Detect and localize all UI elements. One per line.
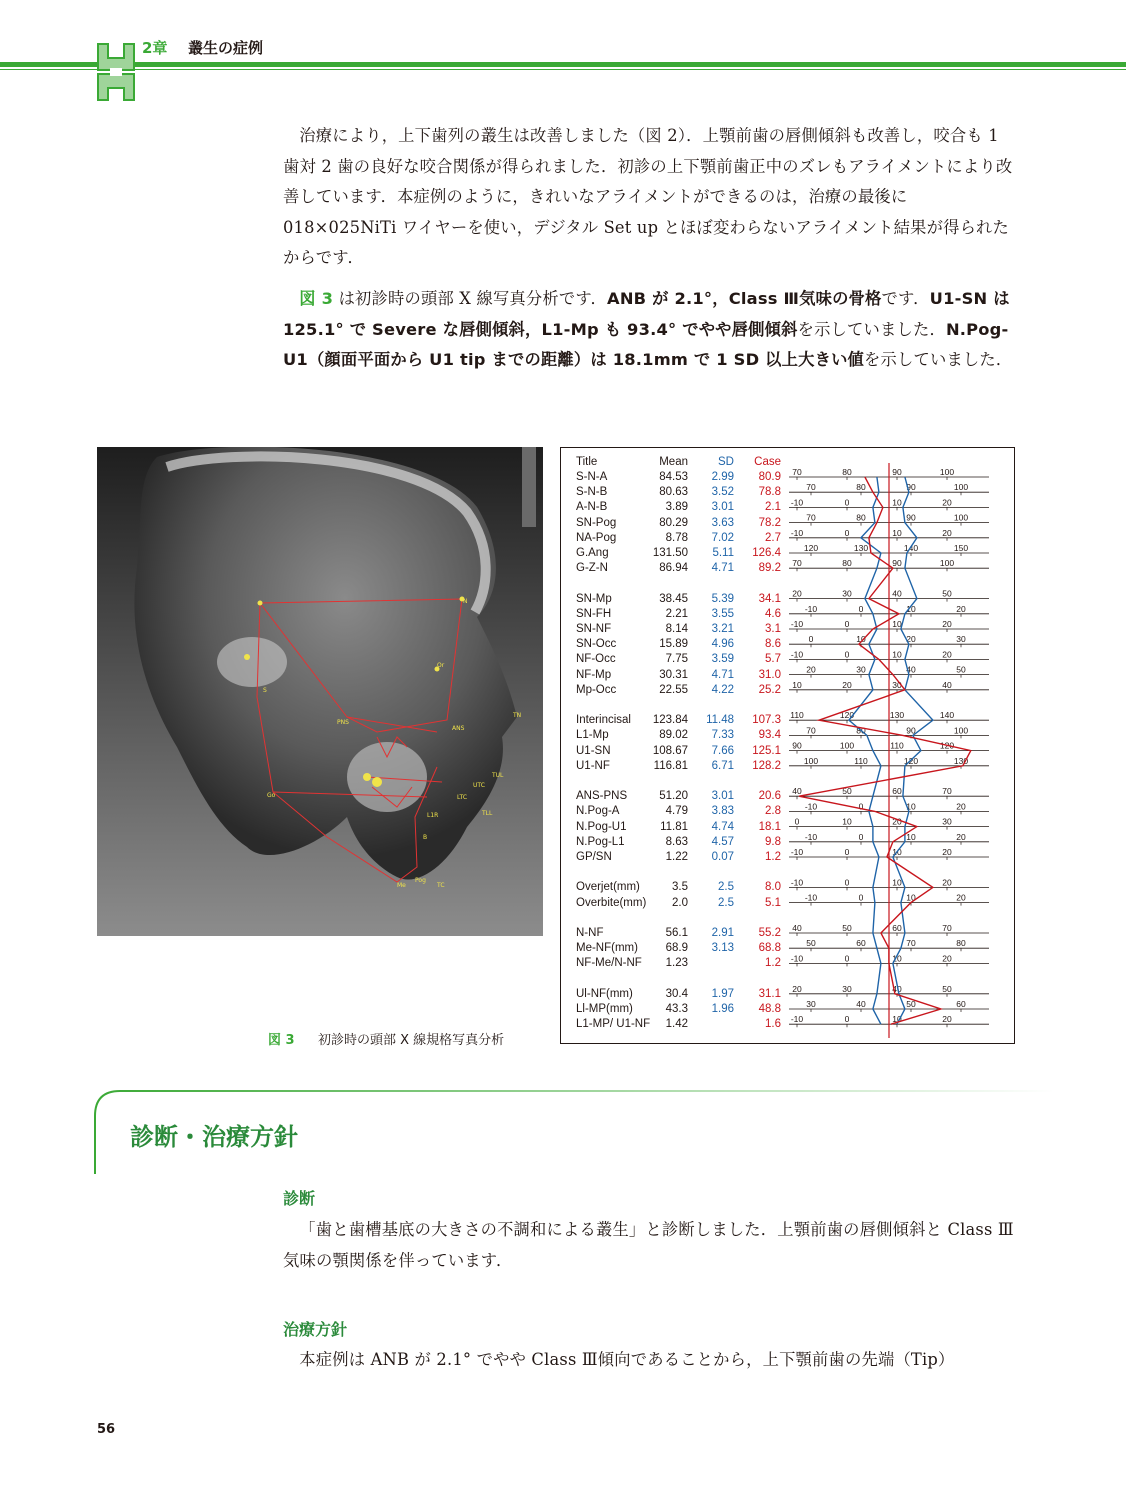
tick-label: 100 — [953, 482, 969, 493]
tick-label: 90 — [792, 740, 802, 751]
xray-label: TUL — [492, 772, 504, 779]
header-rule — [0, 62, 1126, 67]
tick-label: -10 — [790, 527, 804, 538]
row-sd: 3.01 — [711, 501, 734, 514]
row-mean: 3.5 — [672, 881, 688, 894]
row-case: 1.2 — [765, 851, 781, 863]
row-mean: 131.50 — [652, 547, 688, 559]
row-case: 68.8 — [758, 942, 781, 955]
row-case: 55.2 — [758, 927, 781, 939]
row-title: NF-Mp — [576, 668, 612, 681]
tick-label: 100 — [839, 740, 855, 751]
row-case: 3.1 — [765, 623, 781, 635]
row-case: 93.4 — [758, 729, 781, 742]
row-mean: 86.94 — [659, 562, 688, 575]
xray-label: Or — [437, 662, 445, 669]
tick-label: 110 — [890, 740, 904, 751]
tick-label: 70 — [942, 923, 952, 933]
tick-label: 0 — [844, 847, 850, 857]
tick-label: 30 — [942, 816, 952, 827]
row-title: Ul-NF(mm) — [576, 987, 633, 1000]
tick-label: 40 — [856, 999, 866, 1009]
page-number: 56 — [97, 1422, 116, 1437]
col-header-title: Title — [576, 456, 598, 468]
row-mean: 84.53 — [659, 471, 688, 483]
row-title: N-NF — [576, 927, 604, 939]
row-mean: 80.29 — [659, 516, 688, 529]
tick-label: 20 — [942, 877, 952, 888]
tick-label: 20 — [942, 1014, 952, 1025]
row-case: 8.0 — [765, 881, 781, 894]
row-sd: 4.57 — [711, 835, 734, 848]
row-title: A-N-B — [576, 501, 608, 514]
row-sd: 7.02 — [711, 531, 734, 544]
row-title: Me-NF(mm) — [576, 942, 638, 955]
tick-label: 20 — [956, 892, 966, 903]
tick-label: 60 — [892, 923, 902, 933]
xray-label: LTC — [457, 794, 468, 801]
row-case: 8.6 — [765, 638, 781, 651]
tick-label: 30 — [806, 999, 816, 1009]
tick-label: 50 — [842, 923, 852, 933]
row-title: U1-NF — [576, 759, 610, 772]
row-mean: 30.31 — [659, 668, 688, 681]
tick-label: 40 — [792, 786, 802, 797]
row-title: GP/SN — [576, 851, 612, 863]
tick-label: 20 — [806, 664, 816, 675]
tick-label: 120 — [903, 755, 919, 766]
row-title: G-Z-N — [576, 562, 608, 575]
row-mean: 1.22 — [665, 851, 688, 863]
tick-label: 10 — [906, 831, 916, 842]
row-case: 78.8 — [758, 486, 781, 499]
tick-label: 110 — [790, 710, 804, 721]
row-case: 126.4 — [752, 547, 781, 559]
tick-label: 70 — [942, 786, 952, 797]
row-mean: 2.21 — [665, 607, 688, 620]
row-title: N.Pog-A — [576, 805, 620, 818]
tick-label: 20 — [942, 649, 952, 660]
row-sd: 3.13 — [711, 942, 734, 955]
row-sd: 5.39 — [711, 592, 734, 605]
tick-label: 0 — [794, 816, 800, 827]
row-title: S-N-B — [576, 486, 608, 499]
tick-label: 120 — [839, 710, 855, 721]
tick-label: 80 — [842, 558, 852, 569]
plan-heading: 治療方針 — [283, 1320, 348, 1339]
row-case: 34.1 — [758, 592, 781, 605]
row-sd: 4.22 — [711, 683, 734, 696]
tick-label: 40 — [792, 923, 802, 933]
tick-label: 80 — [856, 482, 866, 493]
tick-label: 100 — [953, 512, 969, 523]
row-case: 89.2 — [758, 562, 781, 575]
tick-label: 40 — [892, 588, 902, 599]
tick-label: 70 — [806, 482, 816, 493]
row-case: 31.0 — [758, 668, 781, 681]
tick-label: 80 — [842, 467, 852, 477]
row-mean: 68.9 — [665, 942, 688, 955]
tick-label: 80 — [856, 725, 866, 736]
tick-label: 90 — [892, 467, 902, 477]
row-case: 48.8 — [758, 1003, 781, 1015]
row-title: SN-Pog — [576, 516, 617, 529]
row-case: 2.7 — [765, 531, 781, 544]
tick-label: 20 — [942, 953, 952, 964]
row-case: 2.8 — [765, 805, 781, 818]
tick-label: 90 — [906, 512, 916, 523]
tick-label: 0 — [844, 527, 850, 538]
row-title: N.Pog-L1 — [576, 835, 625, 848]
xray-label: ANS — [452, 725, 465, 732]
row-case: 125.1 — [752, 744, 781, 757]
tick-label: 70 — [806, 725, 816, 736]
row-sd: 1.96 — [711, 1003, 734, 1015]
tick-label: -10 — [804, 801, 818, 812]
row-mean: 1.23 — [665, 957, 688, 970]
row-sd: 3.01 — [711, 790, 734, 803]
row-mean: 15.89 — [659, 638, 688, 651]
row-sd: 3.52 — [711, 486, 734, 499]
tick-label: 60 — [956, 999, 966, 1009]
row-case: 20.6 — [758, 790, 781, 803]
row-title: Interincisal — [576, 714, 631, 727]
tick-label: 10 — [892, 877, 902, 888]
tick-label: 10 — [856, 634, 866, 645]
row-sd: 0.07 — [711, 851, 734, 863]
row-case: 80.9 — [758, 471, 781, 483]
polygon-chart — [789, 458, 995, 1038]
ceph-analysis-table — [560, 447, 1015, 1044]
row-title: ANS-PNS — [576, 790, 628, 803]
tick-label: 10 — [892, 953, 902, 964]
row-sd: 2.5 — [718, 881, 734, 894]
row-sd: 3.63 — [711, 516, 734, 529]
row-mean: 8.63 — [665, 835, 688, 848]
chapter-number: 2章 — [142, 39, 168, 57]
tick-label: 30 — [956, 634, 966, 645]
row-sd: 4.71 — [711, 562, 734, 575]
row-title: NF-Me/N-NF — [576, 957, 642, 970]
row-title: Ll-MP(mm) — [576, 1003, 633, 1015]
tick-label: 30 — [842, 983, 852, 994]
xray-label: L1R — [427, 812, 439, 819]
tick-label: 10 — [892, 1014, 902, 1025]
chapter-tooth-icon — [95, 38, 137, 104]
tick-label: 20 — [956, 603, 966, 614]
tick-label: 140 — [939, 710, 955, 721]
intro-paragraph-1: 治療により，上下歯列の叢生は改善しました（図 2）．上顎前歯の唇側傾斜も改善し，咬合も 1 歯対 2 歯の良好な咬合関係が得られました．初診の上下顎前歯正中のズレもアライメントにより改善しています．本症例のように，きれいなアライメントができるのは，治療の最後に 018×025NiTi ワイヤーを使い，デジタル Set up とほぼ変わらないアライメント結果が得られたからです． — [283, 126, 1013, 267]
row-sd: 6.71 — [711, 759, 734, 772]
row-mean: 8.78 — [665, 531, 688, 544]
section-title: 診断・治療方針 — [130, 1123, 298, 1151]
tick-label: 90 — [892, 558, 902, 569]
xray-label: N — [463, 598, 468, 605]
row-case: 25.2 — [758, 683, 781, 696]
row-mean: 22.55 — [659, 683, 688, 696]
tick-label: 20 — [892, 816, 902, 827]
tick-label: 40 — [892, 983, 902, 994]
row-sd: 4.96 — [711, 638, 734, 651]
xray-label: PNS — [337, 719, 349, 726]
row-case: 2.1 — [765, 501, 781, 514]
row-title: Overjet(mm) — [576, 881, 640, 894]
xray-label: UTC — [473, 782, 485, 789]
row-title: NA-Pog — [576, 531, 617, 544]
col-header-case: Case — [754, 456, 781, 468]
tick-label: 30 — [892, 679, 902, 690]
row-mean: 89.02 — [659, 729, 688, 742]
tick-label: -10 — [790, 953, 804, 964]
row-sd: 7.66 — [711, 744, 734, 757]
tick-label: -10 — [804, 892, 818, 903]
row-mean: 7.75 — [665, 653, 688, 666]
tick-label: 70 — [792, 467, 802, 477]
tick-label: 10 — [892, 847, 902, 857]
row-mean: 1.42 — [665, 1018, 688, 1031]
tick-label: 10 — [906, 892, 916, 903]
row-mean: 30.4 — [665, 987, 688, 1000]
tick-label: 150 — [953, 543, 969, 553]
tick-label: 0 — [858, 892, 864, 903]
tick-label: 80 — [956, 938, 966, 949]
row-mean: 11.81 — [660, 820, 688, 833]
row-title: SN-NF — [576, 623, 612, 635]
row-title: SN-Mp — [576, 592, 612, 605]
tick-label: -10 — [790, 649, 804, 660]
tick-label: 0 — [858, 831, 864, 842]
tick-label: 100 — [939, 558, 955, 569]
row-sd: 2.99 — [711, 471, 734, 483]
figure-ref: 図 3 — [299, 289, 334, 308]
tick-label: -10 — [804, 831, 818, 842]
tick-label: 50 — [806, 938, 816, 949]
col-header-mean: Mean — [659, 456, 688, 468]
tick-label: 0 — [858, 603, 864, 614]
row-sd: 1.97 — [711, 987, 734, 1000]
tick-label: 70 — [906, 938, 916, 949]
tick-label: 0 — [844, 497, 850, 508]
tick-label: 0 — [844, 1014, 850, 1025]
tick-label: 60 — [856, 938, 866, 949]
xray-label: B — [423, 834, 428, 841]
row-sd: 4.74 — [711, 820, 734, 833]
row-sd: 7.33 — [711, 729, 734, 742]
row-mean: 2.0 — [672, 896, 688, 909]
plan-paragraph: 本症例は ANB が 2.1° でやや Class Ⅲ傾向であることから，上下顎前歯の先端（Tip） — [299, 1350, 955, 1369]
tick-label: 70 — [806, 512, 816, 523]
tick-label: 0 — [844, 877, 850, 888]
tick-label: -10 — [790, 877, 804, 888]
tick-label: 90 — [906, 482, 916, 493]
tick-label: 120 — [803, 543, 819, 553]
chapter-title: 叢生の症例 — [188, 39, 264, 57]
row-case: 4.6 — [765, 607, 781, 620]
tick-label: 10 — [892, 497, 902, 508]
tick-label: 20 — [942, 497, 952, 508]
row-case: 1.6 — [765, 1018, 781, 1031]
tick-label: 100 — [939, 467, 955, 477]
row-case: 5.7 — [765, 653, 781, 666]
tick-label: 20 — [792, 588, 802, 599]
tick-label: 10 — [792, 679, 802, 690]
row-case: 31.1 — [758, 987, 781, 1000]
tick-label: 0 — [844, 953, 850, 964]
xray-label: Go — [267, 792, 276, 799]
cephalometric-xray-image — [97, 447, 543, 936]
row-sd: 11.48 — [706, 714, 734, 727]
figure-caption: 初診時の頭部 X 線規格写真分析 — [318, 1033, 505, 1048]
row-case: 128.2 — [752, 759, 781, 772]
xray-label: TN — [513, 712, 522, 719]
tick-label: 10 — [842, 816, 852, 827]
row-mean: 8.14 — [665, 623, 688, 635]
tick-label: 80 — [856, 512, 866, 523]
row-title: Mp-Occ — [576, 683, 617, 696]
row-mean: 80.63 — [659, 486, 688, 499]
tick-label: -10 — [790, 1014, 804, 1025]
tick-label: 50 — [956, 664, 966, 675]
row-mean: 3.89 — [665, 501, 688, 514]
row-mean: 4.79 — [665, 805, 688, 818]
row-title: S-N-A — [576, 471, 608, 483]
tick-label: 130 — [889, 710, 905, 721]
row-sd: 3.21 — [711, 623, 734, 635]
tick-label: 40 — [942, 679, 952, 690]
row-case: 107.3 — [752, 714, 781, 727]
tick-label: 20 — [956, 801, 966, 812]
row-case: 9.8 — [765, 835, 781, 848]
tick-label: 20 — [942, 847, 952, 857]
row-sd: 4.71 — [711, 668, 734, 681]
row-title: NF-Occ — [576, 653, 616, 666]
tick-label: 10 — [906, 801, 916, 812]
xray-label: TLL — [482, 810, 493, 817]
tick-label: 0 — [808, 634, 814, 645]
tick-label: 0 — [844, 619, 850, 629]
row-mean: 38.45 — [659, 592, 688, 605]
row-title: U1-SN — [576, 744, 611, 757]
tick-label: 20 — [842, 679, 852, 690]
figure-number: 図 3 — [268, 1033, 295, 1048]
header-rule-thin — [0, 69, 1126, 70]
row-sd: 2.91 — [711, 927, 734, 939]
tick-label: -10 — [790, 497, 804, 508]
tick-label: 110 — [854, 755, 868, 766]
xray-label: Me — [397, 882, 406, 889]
tick-label: 20 — [792, 983, 802, 994]
row-mean: 123.84 — [652, 714, 688, 727]
tick-label: 100 — [803, 755, 819, 766]
xray-label: S — [263, 687, 267, 694]
row-sd: 2.5 — [718, 896, 734, 909]
diagnosis-heading: 診断 — [283, 1189, 316, 1208]
tick-label: 0 — [844, 649, 850, 660]
tick-label: 0 — [858, 801, 864, 812]
row-case: 78.2 — [758, 516, 781, 529]
row-sd: 3.59 — [711, 653, 734, 666]
tick-label: 140 — [903, 543, 919, 553]
tick-label: 100 — [953, 725, 969, 736]
tick-label: 20 — [906, 634, 916, 645]
tick-label: 50 — [906, 999, 916, 1009]
tick-label: 10 — [892, 527, 902, 538]
row-title: L1-MP/ U1-NF — [576, 1018, 651, 1031]
tick-label: -10 — [790, 619, 804, 629]
row-case: 18.1 — [758, 820, 781, 833]
diagnosis-paragraph: 「歯と歯槽基底の大きさの不調和による叢生」と診断しました．上顎前歯の唇側傾斜と Class Ⅲ気味の顎関係を伴っています． — [283, 1220, 1014, 1270]
tick-label: 90 — [906, 725, 916, 736]
tick-label: 50 — [942, 588, 952, 599]
tick-label: 10 — [906, 603, 916, 614]
tick-label: 70 — [792, 558, 802, 569]
tick-label: 50 — [942, 983, 952, 994]
row-case: 1.2 — [765, 957, 781, 970]
tick-label: 30 — [842, 588, 852, 599]
row-mean: 116.81 — [653, 759, 688, 772]
row-title: G.Ang — [576, 547, 609, 559]
row-mean: 108.67 — [652, 744, 688, 757]
tick-label: 50 — [842, 786, 852, 797]
row-title: Overbite(mm) — [576, 896, 647, 909]
row-title: SN-FH — [576, 607, 612, 620]
row-case: 5.1 — [765, 896, 781, 909]
tick-label: 130 — [953, 755, 969, 766]
tick-label: 130 — [853, 543, 869, 553]
row-sd: 3.55 — [711, 607, 734, 620]
tick-label: 60 — [892, 786, 902, 797]
row-mean: 51.20 — [659, 790, 688, 803]
tick-label: 10 — [892, 649, 902, 660]
tick-label: 20 — [942, 527, 952, 538]
row-sd: 5.11 — [712, 547, 734, 559]
tick-label: 10 — [892, 619, 902, 629]
tick-label: 20 — [956, 831, 966, 842]
xray-label: TC — [437, 882, 445, 889]
row-mean: 43.3 — [665, 1003, 688, 1015]
xray-label: Pog — [415, 877, 426, 884]
row-sd: 3.83 — [711, 805, 734, 818]
tick-label: -10 — [804, 603, 818, 614]
tick-label: 20 — [942, 619, 952, 629]
row-title: L1-Mp — [576, 729, 609, 742]
row-title: SN-Occ — [576, 638, 617, 651]
intro-paragraph-2: 図 3 は初診時の頭部 X 線写真分析です．ANB が 2.1°，Class Ⅲ気味の骨格です．U1-SN は 125.1° で Severe な唇側傾斜，L1-Mp も 93.4° でやや唇側傾斜を示していました．N.Pog-U1（顔面平面から U1 tip までの距離）は 18.1mm で 1 SD 以上大きい値を示していました． — [283, 289, 1013, 369]
tick-label: 40 — [906, 664, 916, 675]
tick-label: 120 — [939, 740, 955, 751]
row-mean: 56.1 — [665, 927, 688, 939]
tick-label: 30 — [856, 664, 866, 675]
col-header-sd: SD — [718, 456, 734, 468]
tick-label: -10 — [790, 847, 804, 857]
row-title: N.Pog-U1 — [576, 820, 627, 833]
